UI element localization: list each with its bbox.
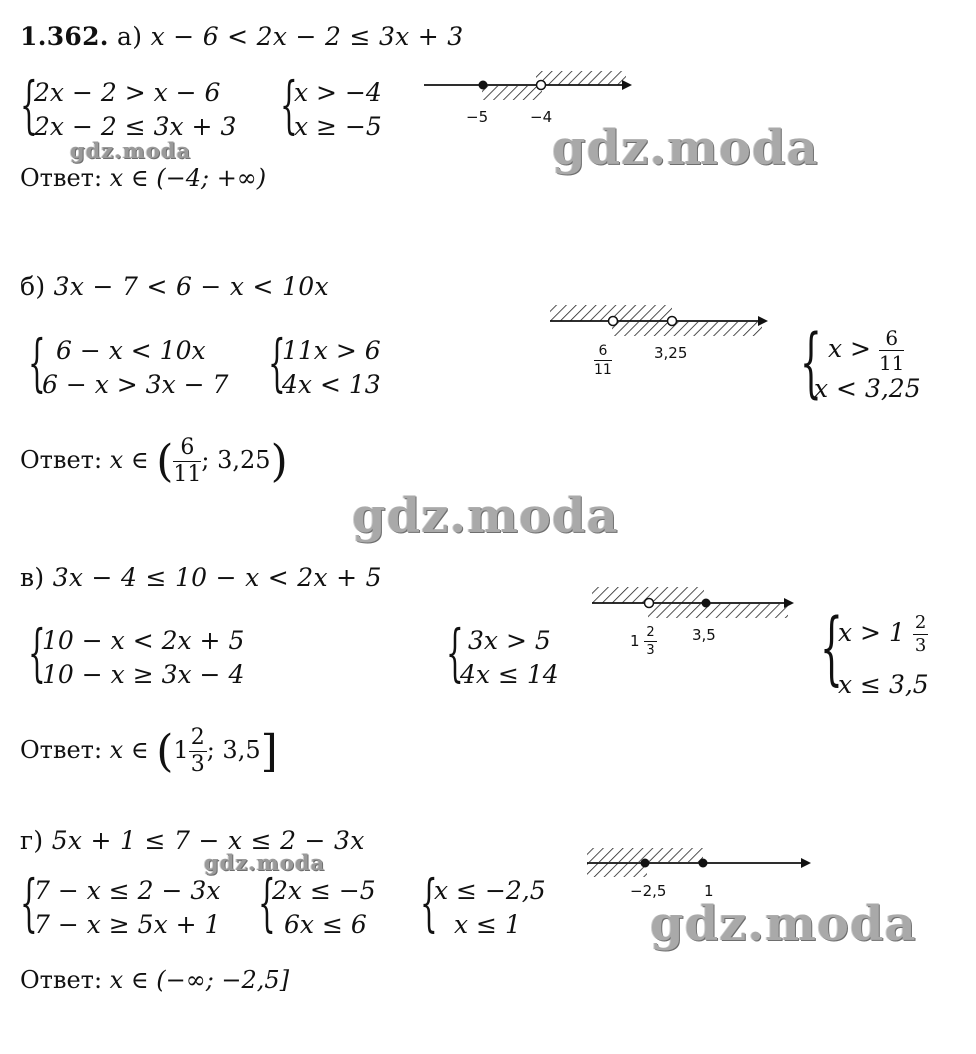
part-d-statement: 5x + 1 ≤ 7 − x ≤ 2 − 3x (51, 826, 365, 855)
system-line: 2x − 2 > x − 6 (34, 78, 221, 107)
system-line: 3x > 5 (468, 626, 551, 655)
tick-label: −2,5 (630, 882, 667, 900)
watermark-small: gdz.moda (70, 138, 192, 163)
system-line: 10 − x ≥ 3x − 4 (42, 660, 245, 689)
part-d-system-1: { 7 − x ≤ 2 − 3x 7 − x ≥ 5x + 1 (20, 866, 221, 939)
watermark-small: gdz.moda (204, 850, 326, 875)
point-closed (641, 859, 650, 868)
part-c-heading: в) 3x − 4 ≤ 10 − x < 2x + 5 (20, 563, 382, 592)
system-line: 4x < 13 (282, 370, 381, 399)
system-line: 4x ≤ 14 (460, 660, 559, 689)
hatch-region-lower (587, 863, 647, 877)
part-a-number-line (420, 64, 640, 114)
system-line: x ≤ 3,5 (838, 670, 929, 699)
point-open (609, 317, 618, 326)
watermark-large: gdz.moda (352, 488, 619, 544)
tick-label: −5 (466, 108, 489, 126)
tick-label-fraction: $\frac{6}{11}$ (594, 343, 612, 378)
axis-arrow (622, 80, 632, 90)
part-b-statement: 3x − 7 < 6 − x < 10x (53, 272, 329, 301)
part-d-number-line (585, 846, 825, 886)
part-b-number-line (548, 303, 778, 343)
system-line: 6 − x < 10x (56, 336, 206, 365)
part-a-label: а) (117, 22, 143, 51)
system-line: x ≤ 1 (454, 910, 521, 939)
part-b-system-3: { x > $\frac{6}{11}$ x < 3,25 (800, 317, 921, 406)
system-line: x < 3,25 (814, 374, 921, 403)
axis-arrow (784, 598, 794, 608)
problem-number: 1.362. (20, 22, 109, 51)
hatch-region-upper (536, 71, 626, 85)
point-closed (702, 599, 711, 608)
point-open (668, 317, 677, 326)
hatch-region-lower (648, 604, 788, 618)
system-line: x ≥ −5 (294, 112, 382, 141)
part-d-system-3: { x ≤ −2,5 x ≤ 1 (420, 866, 546, 939)
part-d-heading: г) 5x + 1 ≤ 7 − x ≤ 2 − 3x (20, 826, 365, 855)
watermark-large: gdz.moda (650, 896, 917, 952)
tick-label-mixed: 1 $\frac{2}{3}$ (630, 625, 655, 658)
point-open (537, 81, 546, 90)
part-a-system-2: { x > −4 x ≥ −5 (280, 68, 382, 141)
tick-label: −4 (530, 108, 553, 126)
part-b-system-2: { 11x > 6 4x < 13 (268, 326, 381, 399)
part-b-system-1: { 6 − x < 10x 6 − x > 3x − 7 (28, 326, 229, 399)
part-c-system-1: { 10 − x < 2x + 5 10 − x ≥ 3x − 4 (28, 616, 245, 689)
part-c-answer: Ответ: x ∈ (1 $\frac{2}{3}$ ; 3,5] (20, 725, 278, 777)
system-line: 10 − x < 2x + 5 (42, 626, 245, 655)
hatch-region-lower (612, 322, 762, 336)
part-c-system-3: { x > 1 $\frac{2}{3}$ x ≤ 3,5 (820, 601, 929, 699)
part-c-system-2: { 3x > 5 4x ≤ 14 (446, 616, 559, 689)
part-b-answer: Ответ: x ∈ ( $\frac{6}{11}$ ; 3,25) (20, 435, 288, 487)
part-d-system-2: { 2x ≤ −5 6x ≤ 6 (258, 866, 376, 939)
system-line: 6 − x > 3x − 7 (42, 370, 229, 399)
part-c-statement: 3x − 4 ≤ 10 − x < 2x + 5 (52, 563, 382, 592)
system-line: 11x > 6 (282, 336, 381, 365)
part-a-answer: Ответ: x ∈ (−4; +∞) (20, 164, 267, 192)
point-closed (699, 859, 708, 868)
part-c-number-line (590, 585, 805, 625)
system-line: x > −4 (294, 78, 382, 107)
system-line: 7 − x ≤ 2 − 3x (34, 876, 221, 905)
system-line: 6x ≤ 6 (284, 910, 367, 939)
part-a-statement: x − 6 < 2x − 2 ≤ 3x + 3 (150, 22, 464, 51)
part-a-system-1: { 2x − 2 > x − 6 2x − 2 ≤ 3x + 3 (20, 68, 237, 141)
tick-label: 3,25 (654, 344, 688, 362)
system-line: 2x ≤ −5 (272, 876, 376, 905)
axis-arrow (758, 316, 768, 326)
tick-label: 1 (704, 882, 714, 900)
system-line: 7 − x ≥ 5x + 1 (34, 910, 221, 939)
point-open (645, 599, 654, 608)
watermark-large: gdz.moda (552, 120, 819, 176)
system-line: 2x − 2 ≤ 3x + 3 (34, 112, 237, 141)
problem-header (20, 22, 464, 51)
part-b-heading: б) 3x − 7 < 6 − x < 10x (20, 272, 329, 301)
point-closed (479, 81, 488, 90)
tick-label: 3,5 (692, 626, 716, 644)
axis-arrow (801, 858, 811, 868)
hatch-region-lower (482, 86, 542, 100)
part-d-answer: Ответ: x ∈ (−∞; −2,5] (20, 966, 290, 994)
system-line: x ≤ −2,5 (434, 876, 546, 905)
